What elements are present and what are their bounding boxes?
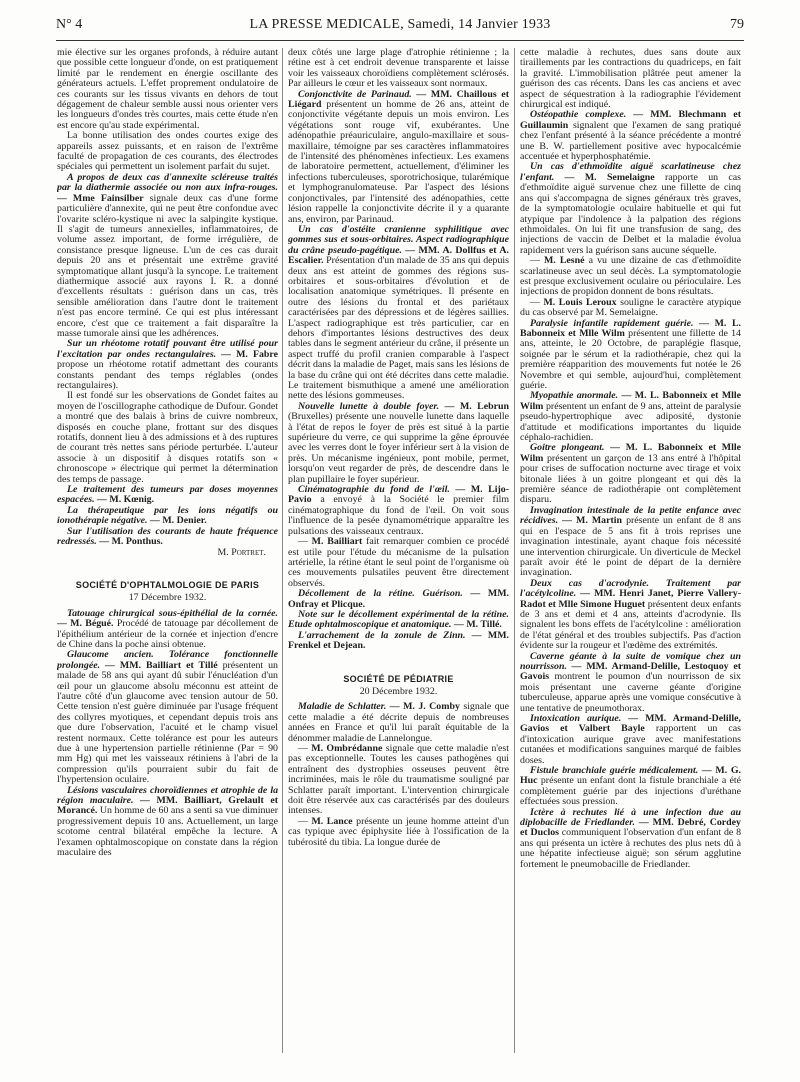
column-3 [520,48,741,1060]
entry-authors: MM. Bailliart et Tillé [119,659,218,671]
entry-title: L'arrachement de la zonule de Zinn. — [298,629,482,641]
entry-authors: M. L. Babonneix et Mlle Wilm [520,390,741,412]
entry-authors: MM. Frenkel et Dejean. [288,629,509,652]
entry-authors: M. Ombrédanne [311,743,383,754]
entry-text: présentent un homme de 26 ans, atteint de conjonctivite végétante depuis un mois environ. Les végétations sont rouge vif, exubérantes. Une adénopathie préauriculaire, angulo-maxillaire et sous-maxillaire, témoigne par ses caractères inflammatoires de l'intensité des phénomènes infectieux. Les examens de laboratoire permettent, actuellement, d'éliminer les infections tuberculeuses, sporotrichosique, tularémique et lymphogranulomateuse. Par l'aspect des lésions conjonctivales, par l'intensité des adénopathies, cette lésion rappelle la conjonctivite décrite il y a quarante ans, environ, par Parinaud. [288,99,509,225]
paragraph [520,48,741,110]
entry-authors: M. Semelaigne [584,171,655,183]
entry-text: présentent un enfant de 9 ans, atteint de paralysie pseudo-hypertrophique avec adiposité, dystonie d'attitude et modifications importantes du liquide céphalo-rachidien. [520,400,741,444]
entry-text: présentent deux enfants de 3 ans et demi et 4 ans, atteints d'acrodynie. Ils signalent les bons effets de l'acétylcoline : amélioration de l'état général et des troubles subjectifs. Pas d'action évidente sur la rougeur et l'œdème des extrémités. [520,598,741,652]
entry-title: Intoxication aurique. — [530,713,639,724]
entry-text: a envoyé à la Société le premier film cinématographique du fond de l'œil. On voit sous l'influence de la pesée dynamométrique apparaître les pulsations des vaisseaux centraux. [288,494,509,537]
report-entry [57,173,278,340]
entry-text: montrent le poumon d'un nourrisson de six mois présentant une caverne géante d'origine tuberculeuse, apparue après une vomique consécutive à une tentative de pneumothorax. [520,671,741,714]
entry-authors: M. L. Babonneix et Mlle Wilm [520,442,741,464]
entry-title: La thérapeutique par les ions négatifs ou ionothérapie négative. — [57,504,278,527]
report-entry [288,485,509,537]
report-entry [520,652,741,714]
paragraph [520,298,741,319]
paragraph [288,48,509,90]
entry-title: Glaucome ancien. Tolérance fonctionnelle prolongée. — [57,649,278,671]
entry-authors: MM. Debré, Cordey et Duclos [520,817,741,839]
entry-text: deux côtés une large plage d'atrophie rétinienne ; la rétine est à cet endroit devenue transparente et laisse voir les vaisseaux choroïdiens complètement sclérosés. Par ailleurs le cœur et les vaisseaux sont normaux. [288,48,509,90]
report-entry [520,391,741,443]
entry-title: Conjonctivite de Parinaud. — [298,88,427,100]
entry-authors: M. J. Comby [403,701,460,713]
report-entry [520,579,741,652]
paragraph [57,391,278,485]
entry-authors: MM. Bailliart, Grelault et Morancé. [57,795,278,817]
entry-title: Caverne géante à la suite de vomique chez un nourrisson. — [520,650,741,672]
report-entry [288,589,509,610]
entry-authors: M. Kœnig. [109,494,155,506]
em-dash: — [298,536,308,548]
em-dash: — [530,296,540,308]
entry-authors: M. Bailliart [311,536,363,548]
report-entry [57,485,278,506]
report-entry [288,631,509,652]
entry-title: Cinématographie du fond de l'œil. — [298,484,466,496]
entry-authors: M. Lance [311,815,353,827]
entry-title: Ictère à rechutes lié à une infection due au diplobacille de Friedlander. — [520,806,741,829]
entry-text: rapporte un cas d'ethmoïdite aiguë survenue chez une fillette de cinq ans qui s'accompagna de signes généraux très graves, de la symptomatologie oculaire habituelle et qui fut atypique par l'indolence à la palpation des régions ethmoïdales. On lui fit une transfusion de sang, des injections de vaccin de Delbet et la maladie évolua rapidement vers la guérison sans aucune séquelle. [520,171,741,256]
report-entry [288,702,509,744]
report-entry [288,402,509,485]
column-divider [514,48,515,1053]
entry-authors: M. Lijo-Pavio [288,484,509,506]
report-entry [57,506,278,527]
entry-title: Un cas d'ostéite cranienne syphilitique avec gommes sus et sous-orbitaires. Aspect radiographique du crâne pseudo-pagétique. — [288,223,509,256]
entry-title: Maladie de Schlatter. — [298,701,400,713]
entry-text: propose un rhéotome rotatif admettant des courants constants pendant des temps réglables (ondes rectangulaires). [57,359,278,391]
report-entry [57,527,278,548]
entry-authors: MM. Blechmann et Guillaumin [520,109,741,131]
report-entry [520,110,741,162]
entry-text: communiquent l'observation d'un enfant de 8 ans qui présenta un ictère à rechutes des plus nets dû à une hépatite infectieuse aiguë; son sérum agglutine fortement le pneumobacille de Friedlander. [520,827,741,870]
entry-text: Il est fondé sur les observations de Gondet faites au moyen de l'oscillographe cathodique de Dufour. Gondet a montré que des balais à brins de cuivre nombreux, disposés en couche plane, frottant sur des disques rotatifs, donnent lieu à des admissions et à des ruptures de courant très nettes sans période perturbée. L'auteur associe à un dispositif à disques rotatifs son « chronoscope » électrique qui permet la détermination des temps de passage. [57,390,278,485]
entry-text: présentent un garçon de 13 ans entré à l'hôpital pour crises de suffocation nocturne avec tirage et voix bitonale liées à un goitre plongeant et qui dès la première séance de radiothérapie ont complètement disparu. [520,452,741,506]
report-entry [57,650,278,785]
entry-title: Goitre plongeant. — [530,442,621,454]
entry-text: présente un enfant de 8 ans qui en l'espace de 5 ans fit à trois reprises une invagination intestinale, ayant chaque fois nécessité une intervention chirurgicale. Un diverticule de Meckel paraît avoir été le point de départ de la dernière invagination. [520,515,741,579]
column-1 [57,48,278,1060]
entry-text: signale que cette maladie n'est pas exceptionnelle. Toutes les causes pathogènes qui entraînent des dystrophies osseuses peuvent être incriminées, mais le rôle du traumatisme souligné par Schlatter paraît important. L'intervention chirurgicale doit être réservée aux cas caractérisés par des douleurs intenses. [288,743,509,817]
entry-authors: M. Denier. [162,515,207,527]
report-entry [520,766,741,808]
em-dash: — [530,255,540,267]
entry-title: Deux cas d'acrodynie. Traitement par l'acétylcoline. — [520,577,741,600]
entry-text: Procédé de tatouage par décollement de l'épithélium antérieur de la cornée et injection d'encre de Chine dans la poche ainsi obtenue. [57,618,278,650]
entry-text: présentent un malade de 58 ans qui ayant dû subir l'énucléation d'un œil pour un glaucome absolu méconnu est atteint de l'autre côté d'un glaucome avec tension autour de 50. Cette tension n'est guère diminuée par l'usage fréquent des collyres myotiques, et cependant depuis trois ans que dure l'observation, l'acuité et le champ visuel restent normaux. Cette tolérance est pour les auteurs due à une hypertension partielle rétinienne (Par = 90 mm Hg) qui met les vaisseaux rétiniens à l'abri de la compression qu'ils pourraient subir du fait de l'hypertension oculaire. [57,659,278,786]
entry-title: Myopathie anormale. — [530,390,632,402]
paragraph [520,256,741,298]
entry-title: A propos de deux cas d'annexite scléreuse traités par la diathermie associée ou non aux infra-rouges. — [57,171,278,204]
entry-title: Nouvelle lunette à double foyer. — [298,400,455,412]
report-entry [288,225,509,402]
entry-text: rapportent un cas d'intoxication aurique grave avec manifestations cutanées et modifications sanguines marqué de faibles doses. [520,723,741,766]
entry-authors: MM. Chaillous et Liégard [288,88,509,111]
report-entry [57,609,278,651]
paragraph [288,537,509,589]
section-heading: SOCIÉTÉ D'OPHTALMOLOGIE DE PARIS [75,579,260,590]
entry-title: Note sur le décollement expérimental de la rétine. Etude ophtalmoscopique et anatomique. — [288,608,509,631]
entry-authors: M. Fabre [236,348,278,360]
entry-authors: M. Louis Leroux [543,296,617,308]
entry-title: Décollement de la rétine. Guérison. — [298,588,481,600]
entry-text: souligne le caractère atypique du cas observé par M. Semelaigne. [520,296,741,319]
entry-text: (Bruxelles) présente une nouvelle lunette dans laquelle à l'état de repos le foyer de près est situé à la partie supérieure du verre, ce qui supprime la gêne éprouvée avec les verres dont le foyer inférieur sert à la vision de près. Un mécanisme ingénieux, pont mobile, permet, lorsqu'on veut regarder de près, de descendre dans le plan pupillaire le foyer supérieur. [288,411,509,485]
entry-title: Tatouage chirurgical sous-épithélial de la cornée. — [57,607,278,630]
report-entry [57,339,278,391]
entry-authors: M. Lesné [543,255,585,267]
entry-authors: MM. A. Dollfus et A. Escalier. [288,244,509,267]
section-date: 17 Décembre 1932. [128,592,207,604]
report-entry [288,90,509,225]
entry-authors: M. Lebrun [459,400,509,412]
entry-text: a vu une dizaine de cas d'ethmoïdite scarlatineuse avec un seul décès. La symptomatologie est presque exclusivement oculaire ou périoculaire. Les injections de propidon donnent de bons résultats. [520,255,741,298]
issue-number: N° 4 [56,17,83,32]
entry-authors: MM. Armand-Delille, Gavios et Valbert Bayle [520,713,741,735]
entry-title: Sur un rhéotome rotatif pouvant être utilisé pour l'excitation par ondes rectangulaires. — [57,338,278,360]
entry-text: signale que cette maladie a été décrite depuis de nombreuses années en France et qu'il lui paraît équitable de la dénommer maladie de Lannelongue. [288,701,509,744]
report-entry [288,610,509,631]
report-entry [520,506,741,579]
paragraph [57,48,278,131]
entry-text: fait remarquer combien ce procédé est utile pour l'étude du mécanisme de la pulsation artérielle, la rétine étant le seul point de l'organisme où ces mouvements pulsatiles peuvent être directement observés. [288,536,509,589]
entry-title: Un cas d'ethmoïdite aiguë scarlatineuse chez l'enfant. — [520,161,741,183]
entry-authors: MM. Onfray et Plicque. [288,588,509,610]
paragraph [57,131,278,173]
entry-text: La bonne utilisation des ondes courtes exige des appareils assez puissants, et en raison de l'extrême faculté de propagation de ces courants, des électrodes spéciales qui permettent un isolement parfait du sujet. [57,130,278,173]
running-header [56,14,744,36]
header-rule [56,40,744,41]
entry-text: présentent une fillette de 14 ans, atteinte, le 20 Octobre, de paraplégie flasque, soignée par le sérum et la radiothérapie, chez qui la première réapparition des mouvements fut notée le 26 Novembre et qui semble, aujourd'hui, complètement guérie. [520,327,741,391]
report-entry [520,319,741,392]
signature: M. Portret. [217,546,266,558]
section-heading: SOCIÉTÉ DE PÉDIATRIE [343,673,454,684]
column-2 [288,48,509,1060]
entry-text: cette maladie à rechutes, dues sans doute aux tiraillements par les contractions du quadriceps, en fait la gravité. L'immobilisation plâtrée peut amener la guérison des cas récents. Dans les cas anciens et avec aspect de séquestration à la radiographie l'évidement chirurgical est indiqué. [520,48,741,111]
entry-title: Invagination intestinale de la petite enfance avec récidives. — [520,504,741,527]
em-dash: — [298,743,308,754]
page-number: 79 [730,17,744,32]
entry-authors: M. Bégué. [70,618,114,630]
report-entry [520,714,741,766]
entry-text: présente un enfant dont la fistule branchiale a été complètement guérie par des injections d'uréthane effectuées sous pression. [520,775,741,808]
paragraph [288,817,509,848]
entry-text: signalent que l'examen de sang pratiqué chez l'enfant présenté à la séance précédente a montré une B. W. partiellement positive avec hypocalcémie accentuée et hyperphosphatémie. [520,119,741,163]
entry-authors: M. L. Babonneix et Mlle Wilm [520,317,741,339]
journal-title: LA PRESSE MEDICALE, Samedi, 14 Janvier 1933 [249,17,551,32]
entry-authors: MM. Armand-Delille, Lestoquoy et Gavois [520,660,741,683]
column-divider [282,48,283,1053]
entry-authors: MM. Henri Janet, Pierre Vallery-Radot et Mlle Simone Huguet [520,588,741,610]
entry-authors: M. Martin [576,515,623,527]
entry-text: présente un jeune homme atteint d'un cas typique avec épiphysite liée à l'ossification de la tubérosité du tibia. La longue durée de [288,815,509,848]
entry-authors: M. Tillé. [466,619,502,631]
entry-text: signale deux cas d'une forme particulière d'annexite, qui ne peut être confondue avec l'ovarite scléro-kystique ni avec la salpingite kystique. Il s'agit de tumeurs annexielles, inflammatoires, de volume assez important, de forme irrégulière, de consistance presque ligneuse. L'un de ces cas durait depuis 20 ans et présentait une extrême gravité symptomatique allant jusqu'à la syncope. Le traitement diathermique associé aux rayons I. R. a donné d'excellents résultats : guérison dans un cas, très sensible amélioration dans l'autre dont le traitement n'est pas encore terminé. Ce qui est plus intéressant encore, c'est que ce traitement a fait disparaître la masse tumorale ainsi que les adhérences. [57,192,278,339]
entry-title: Fistule branchiale guérie médicalement. — [530,765,712,777]
section-date: 20 Décembre 1932. [359,685,438,697]
entry-title: Le traitement des tumeurs par doses moyennes espacées. — [57,484,278,506]
entry-title: Ostéopathie complexe. — [530,109,644,121]
entry-title: Paralysie infantile rapidement guérie. — [530,317,709,329]
entry-authors: M. Ponthus. [111,536,163,548]
entry-title: Lésions vasculaires choroïdiennes et atrophie de la région maculaire. — [57,784,278,807]
entry-authors: M. G. Huc [520,765,741,787]
entry-text: Un homme de 60 ans a senti sa vue diminuer progressivement depuis 10 ans. Actuellement, un large scotome central bilatéral empêche la lecture. A l'examen ophtalmoscopique on constate dans la région maculaire des [57,805,278,859]
entry-text: Présentation d'un malade de 35 ans qui depuis deux ans est atteint de gommes des régions sus-orbitaires et sous-orbitaires d'évolution et de localisation anatomique symétriques. Il présente en outre des lésions du frontal et des pariétaux caractérisées par des dépressions et de légères saillies. L'aspect radiographique est très particulier, car en dehors d'importantes lésions destructives des deux tables dans le segment antérieur du crâne, il présente un aspect truffé du profil cranien comparable à l'aspect décrit dans la maladie de Paget, mais sans les lésions de la base du crâne qui ont été décrites dans cette maladie. Le traitement bismuthique a amené une amélioration nette des lésions gommeuses. [288,255,509,402]
report-entry [520,162,741,256]
entry-title: Sur l'utilisation des courants de haute fréquence redressés. — [57,525,278,548]
entry-text: mie élective sur les organes profonds, à réduire autant que possible cette longueur d'onde, on est pratiquement limité par le rendement en énergie oscillante des générateurs actuels. L'effet proprement ondulatoire de ces courants sur les tissus vivants en dehors de tout dégagement de chaleur semble aussi nous orienter vers les longueurs d'ondes très courtes, mais cette étude n'en est encore qu'au stade expérimental. [57,48,278,131]
em-dash: — [298,815,308,827]
report-entry [57,786,278,859]
report-entry [520,443,741,505]
report-entry [520,808,741,870]
paragraph [288,744,509,817]
entry-authors: Mme Fainsilber [72,192,144,204]
